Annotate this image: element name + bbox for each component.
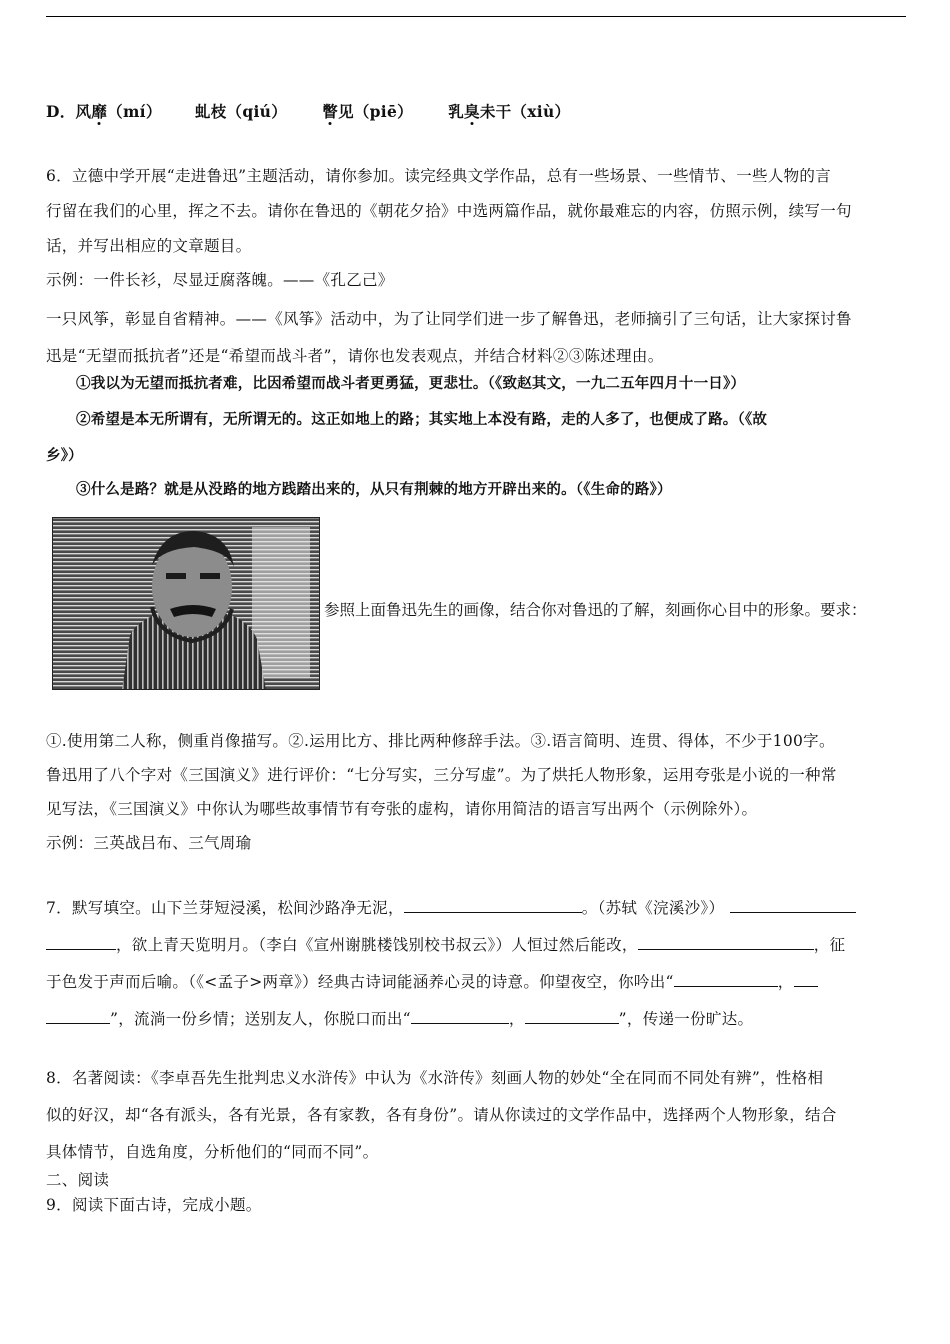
answer-blank[interactable]: [638, 933, 814, 950]
q8-line: 具体情节，自选角度，分析他们的“同而不同”。: [46, 1143, 379, 1161]
paragraph-line: 迅是“无望而抵抗者”还是“希望而战斗者”，请你也发表观点，并结合材料②③陈述理由。: [46, 347, 664, 365]
q6-requirements: [46, 724, 908, 860]
q9-stem: 9．阅读下面古诗，完成小题。: [46, 1196, 262, 1214]
option-d: [46, 101, 908, 123]
option-d-item-4: 乳臭未干（xiù）: [448, 102, 571, 121]
text: ”，传递一份旷达。: [618, 1010, 754, 1028]
q6-stem-line: 6．立德中学开展“走进鲁迅”主题活动，请你参加。读完经典文学作品，总有一些场景、一些情节、一些人物的言: [46, 167, 832, 185]
text: ，: [777, 973, 794, 991]
answer-blank[interactable]: [46, 1007, 110, 1024]
top-rule: [46, 16, 906, 17]
q7-line-2: [46, 927, 908, 964]
text: ，: [508, 1010, 525, 1028]
q6-example: 示例：一件长衫，尽显迂腐落魄。——《孔乙己》: [46, 271, 394, 289]
q8-line: 似的好汉，却“各有派头，各有光景，各有家教，各有身份”。请从你读过的文学作品中，选择两个人物形象，结合: [46, 1106, 837, 1124]
q7-line-1: [46, 890, 908, 927]
answer-blank[interactable]: [794, 970, 818, 987]
answer-blank[interactable]: [404, 896, 582, 913]
sanguo-line: 见写法，《三国演义》中你认为哪些故事情节有夸张的虚构，请你用简洁的语言写出两个（示例除外）。: [46, 800, 758, 818]
quote-3: ③什么是路？就是从没路的地方践踏出来的，从只有荆棘的地方开辟出来的。（《生命的路》）: [76, 481, 672, 498]
q8-paragraph: [46, 1060, 908, 1171]
q7-line-4: [46, 1001, 908, 1038]
quote-1: ①我以为无望而抵抗者难，比因希望而战斗者更勇猛，更悲壮。（《致赵其文，一九二五年四月十一日》）: [76, 375, 746, 392]
requirements-line: ①.使用第二人称，侧重肖像描写。②.运用比方、排比两种修辞手法。③.语言简明、连贯、得体，不少于100字。: [46, 732, 835, 750]
quote-2-cont: 乡》）: [46, 447, 83, 464]
text: 。（苏轼《浣溪沙》）: [581, 899, 725, 917]
text: ”，流淌一份乡情；送别友人，你脱口而出“: [110, 1010, 411, 1028]
answer-blank[interactable]: [411, 1007, 509, 1024]
quote-2: ②希望是本无所谓有，无所谓无的。这正如地上的路；其实地上本没有路，走的人多了，也便成了路。（《故: [76, 411, 768, 428]
answer-blank[interactable]: [525, 1007, 619, 1024]
text: 于色发于声而后喻。（《<孟子>两章》）经典古诗词能涵养心灵的诗意。仰望夜空，你吟出“: [46, 973, 674, 991]
text: ，欲上青天览明月。（李白《宣州谢朓楼饯别校书叔云》）人恒过然后能改，: [116, 936, 638, 954]
q6-stem: [46, 159, 908, 264]
section-heading: 二、阅读: [46, 1171, 110, 1189]
option-d-item-1: D．风靡（mí）: [46, 102, 162, 121]
q8-line: 8．名著阅读：《李卓吾先生批判忠义水浒传》中认为《水浒传》刻画人物的妙处“全在同而不同处有辨”，性格相: [46, 1069, 824, 1087]
lu-xun-portrait-image: [52, 517, 320, 690]
answer-blank[interactable]: [674, 970, 778, 987]
text: 7．默写填空。山下兰芽短浸溪，松间沙路净无泥，: [46, 899, 404, 917]
answer-blank[interactable]: [46, 933, 116, 950]
paragraph-line: 一只风筝，彰显自省精神。——《风筝》活动中，为了让同学们进一步了解鲁迅，老师摘引了三句话，让大家探讨鲁: [46, 310, 852, 328]
q6-kite-paragraph: [46, 301, 908, 375]
sanguo-example: 示例：三英战吕布、三气周瑜: [46, 834, 252, 852]
q6-stem-line: 行留在我们的心里，挥之不去。请你在鲁迅的《朝花夕拾》中选两篇作品，就你最难忘的内容，仿照示例，续写一句: [46, 202, 852, 220]
option-d-item-3: 瞥见（piē）: [322, 102, 413, 121]
q7-fill-blank: [46, 890, 908, 1038]
q7-line-3: [46, 964, 908, 1001]
sanguo-line: 鲁迅用了八个字对《三国演义》进行评价：“七分写实，三分写虚”。为了烘托人物形象，运用夸张是小说的一种常: [46, 766, 837, 784]
option-d-item-2: 虬枝（qiú）: [194, 102, 288, 121]
answer-blank[interactable]: [730, 896, 856, 913]
portrait-caption: 参照上面鲁迅先生的画像，结合你对鲁迅的了解，刻画你心目中的形象。要求：: [324, 601, 867, 619]
q6-stem-line: 话，并写出相应的文章题目。: [46, 237, 252, 255]
text: ，征: [813, 936, 846, 954]
